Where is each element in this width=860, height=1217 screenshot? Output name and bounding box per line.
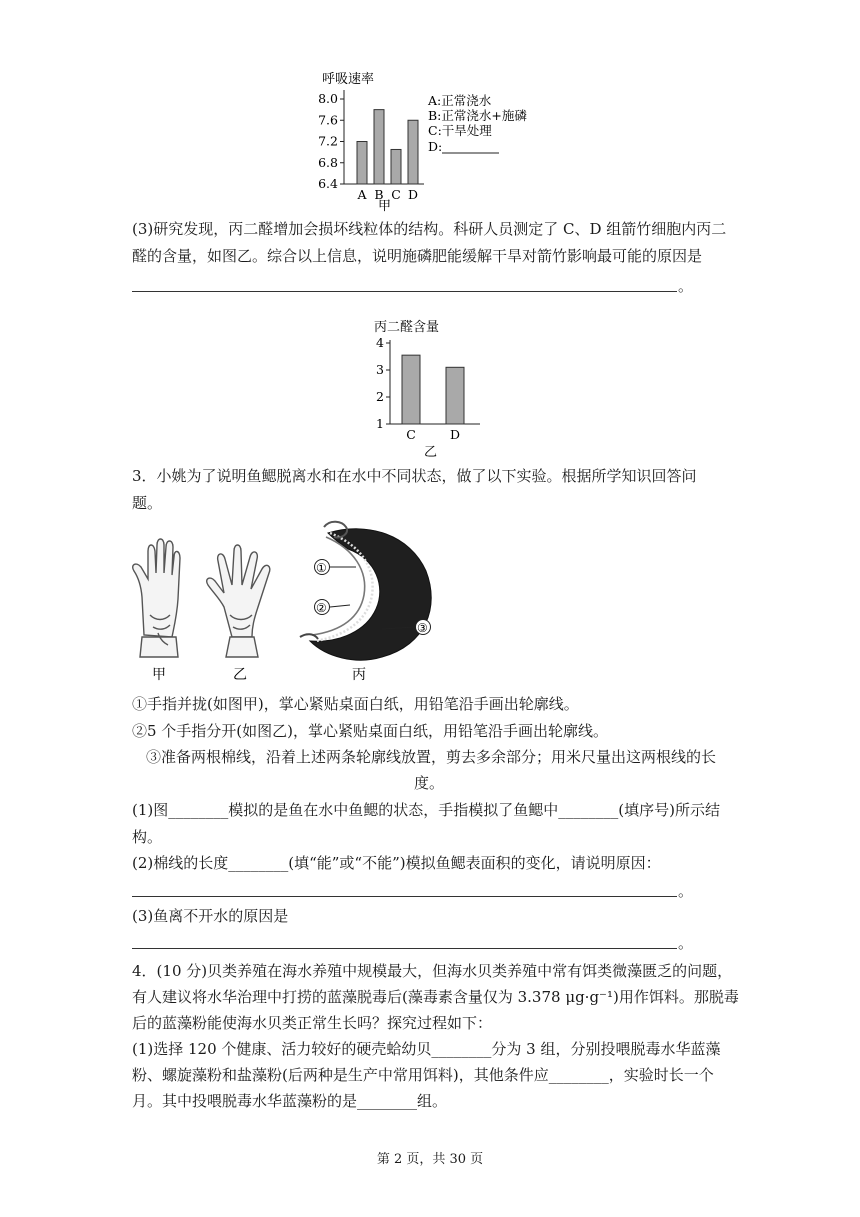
label-yi: 乙 <box>233 667 247 683</box>
marker-2-label: ② <box>316 601 327 615</box>
ytick-label: 7.2 <box>318 133 338 149</box>
legend-b: B:正常浇水+施磷 <box>428 108 527 123</box>
bar-c <box>402 355 420 424</box>
q3-sub3-line2: 醛的含量，如图乙。综合以上信息，说明施磷肥能缓解干旱对箭竹影响最可能的原因是 <box>132 247 703 265</box>
q4-line2: 有人建议将水华治理中打捞的蓝藻脱毒后(藻毒素含量仅为 3.378 μg·g⁻¹)用作饵料。那脱毒 <box>132 988 739 1006</box>
q3-intro-line1: 3．小姚为了说明鱼鳃脱离水和在水中不同状态，做了以下实验。根据所学知识回答问 <box>132 467 697 485</box>
ytick-label: 8.0 <box>318 91 338 106</box>
figure-hands-gill <box>120 515 480 685</box>
q4-sub1-line3: 月。其中投喂脱毒水华蓝藻粉的是________组。 <box>132 1092 448 1110</box>
q4-sub1-line1: (1)选择 120 个健康、活力较好的硬壳蛤幼贝________分为 3 组，分别投喂脱毒水华蓝藻 <box>132 1040 721 1058</box>
ytick-label: 1 <box>376 416 384 431</box>
chart-jia <box>300 68 560 213</box>
period-1: 。 <box>678 277 694 295</box>
chart-jia-caption: 甲 <box>378 199 392 213</box>
xtick-label: D <box>407 187 419 202</box>
q3-intro-line2: 题。 <box>132 494 163 512</box>
bar-a <box>357 142 367 185</box>
q1-line2: 构。 <box>132 828 163 846</box>
chart-jia-legend <box>427 93 527 154</box>
xtick-label: A <box>357 187 367 202</box>
xtick-label: C <box>391 187 401 202</box>
label-jia: 甲 <box>152 667 166 683</box>
ytick-label: 4 <box>376 335 384 350</box>
label-bing: 丙 <box>352 667 366 683</box>
ytick-label: 3 <box>376 362 384 377</box>
q3-sub3-line1: (3)研究发现，丙二醛增加会损坏线粒体的结构。科研人员测定了 C、D 组箭竹细胞内丙二 <box>132 220 727 238</box>
q4-line1: 4．(10 分)贝类养殖在海水养殖中规模最大，但海水贝类养殖中常有饵类微藻匮乏的问题， <box>132 962 733 980</box>
bar-d <box>446 367 464 424</box>
hand-fingers-together <box>133 539 180 657</box>
q4-line3: 后的蓝藻粉能使海水贝类正常生长吗？探究过程如下： <box>132 1014 493 1032</box>
chart-yi-ylabel: 丙二醛含量 <box>374 320 440 335</box>
step-3-line2: 度。 <box>414 774 445 792</box>
answer-blank-2[interactable] <box>132 896 677 897</box>
marker-3-label: ③ <box>417 621 428 635</box>
period-3: 。 <box>678 934 694 952</box>
bar-b <box>374 110 384 184</box>
xtick-label: B <box>374 187 384 202</box>
q3-line1: (3)鱼离不开水的原因是 <box>132 907 289 925</box>
period-2: 。 <box>678 882 694 900</box>
xtick-label: D <box>449 427 461 442</box>
hand-fingers-spread <box>207 545 270 657</box>
chart-yi-caption: 乙 <box>424 445 438 460</box>
step-3-line1: ③准备两根棉线，沿着上述两条轮廓线放置，剪去多余部分；用米尺量出这两根线的长 <box>146 748 717 766</box>
marker-1-label: ① <box>316 561 327 575</box>
q4-sub1-line2: 粉、螺旋藻粉和盐藻粉(后两种是生产中常用饵料)，其他条件应________，实验时长一个 <box>132 1066 714 1084</box>
ytick-label: 6.8 <box>318 154 338 170</box>
legend-c: C:干旱处理 <box>428 123 492 138</box>
xtick-label: C <box>406 427 416 442</box>
gill-illustration <box>300 522 431 660</box>
page-footer: 第 2 页，共 30 页 <box>376 1152 484 1167</box>
step-1: ①手指并拢(如图甲)，掌心紧贴桌面白纸，用铅笔沿手画出轮廓线。 <box>132 695 579 713</box>
ytick-label: 6.4 <box>318 176 338 191</box>
bar-c <box>391 149 401 184</box>
ytick-label: 7.6 <box>318 112 338 128</box>
step-2: ②5 个手指分开(如图乙)，掌心紧贴桌面白纸，用铅笔沿手画出轮廓线。 <box>132 722 609 740</box>
chart-jia-ylabel: 呼吸速率 <box>322 72 375 87</box>
bar-d <box>408 120 418 184</box>
legend-d: D: <box>428 139 443 154</box>
answer-blank-1[interactable] <box>132 291 677 292</box>
chart-yi <box>340 316 500 461</box>
ytick-label: 2 <box>376 389 384 404</box>
legend-a: A:正常浇水 <box>428 93 492 108</box>
q2-line1: (2)棉线的长度________(填“能”或“不能”)模拟鱼鳃表面积的变化，请说明原因： <box>132 854 661 872</box>
q1-line1: (1)图________模拟的是鱼在水中鱼鳃的状态，手指模拟了鱼鳃中________(填序号)所示结 <box>132 801 720 819</box>
answer-blank-3[interactable] <box>132 948 677 949</box>
